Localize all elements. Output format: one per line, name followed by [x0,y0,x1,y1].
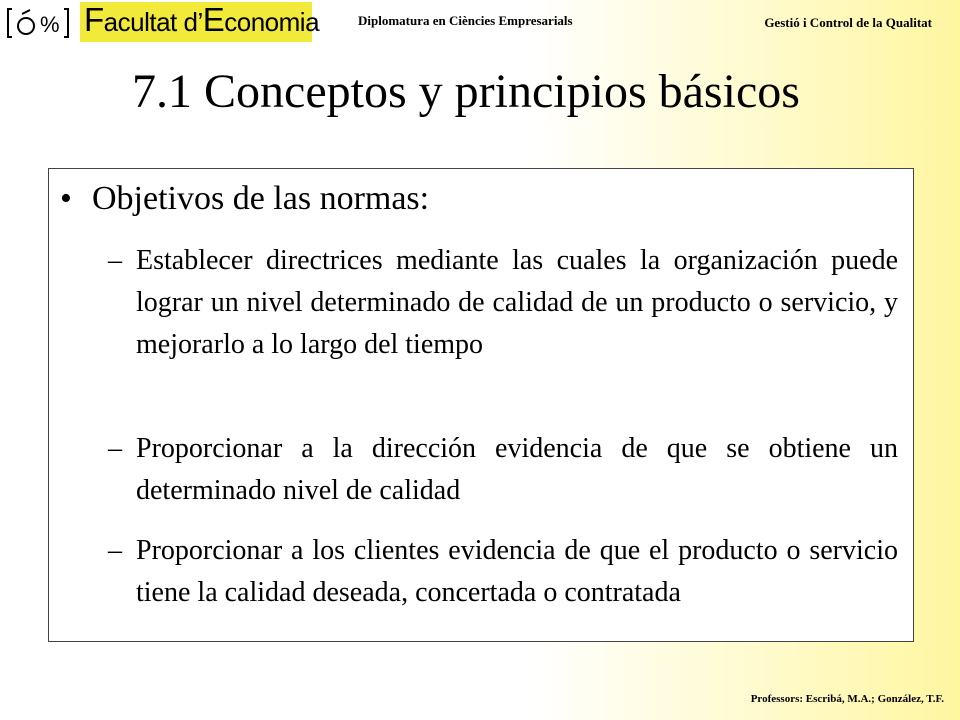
list-item [108,240,898,366]
bullet-marker: • [60,180,72,217]
bullet-text: Objetivos de las normas: [92,180,430,217]
list-item-text: Establecer directrices mediante las cuales la organización puede lograr un nivel determinado de calidad de un producto o servicio, y mejorarlo a lo largo del tiempo [136,245,898,360]
list-item-text: Proporcionar a los clientes evidencia de que el producto o servicio tiene la calidad deseada, concertada o contratada [136,535,898,608]
faculty-logo [2,1,320,46]
list-item [108,428,898,512]
dash-marker: – [108,245,122,276]
svg-text:%: % [40,12,60,37]
list-item-text: Proporcionar a la dirección evidencia de que se obtiene un determinado nivel de calidad [136,433,898,506]
percent-symbol-icon [6,6,70,40]
professors-footer: Professors: Escribá, M.A.; González, T.F. [750,693,944,705]
course-name: Gestió i Control de la Qualitat [764,15,932,30]
dash-marker: – [108,535,122,566]
faculty-wordmark: Facultat d’Economia [80,2,312,42]
list-item [108,530,898,614]
slide-title: 7.1 Conceptos y principios básicos [132,65,800,118]
dash-marker: – [108,433,122,464]
program-name: Diplomatura en Ciències Empresarials [358,13,573,28]
main-bullet [60,180,429,218]
